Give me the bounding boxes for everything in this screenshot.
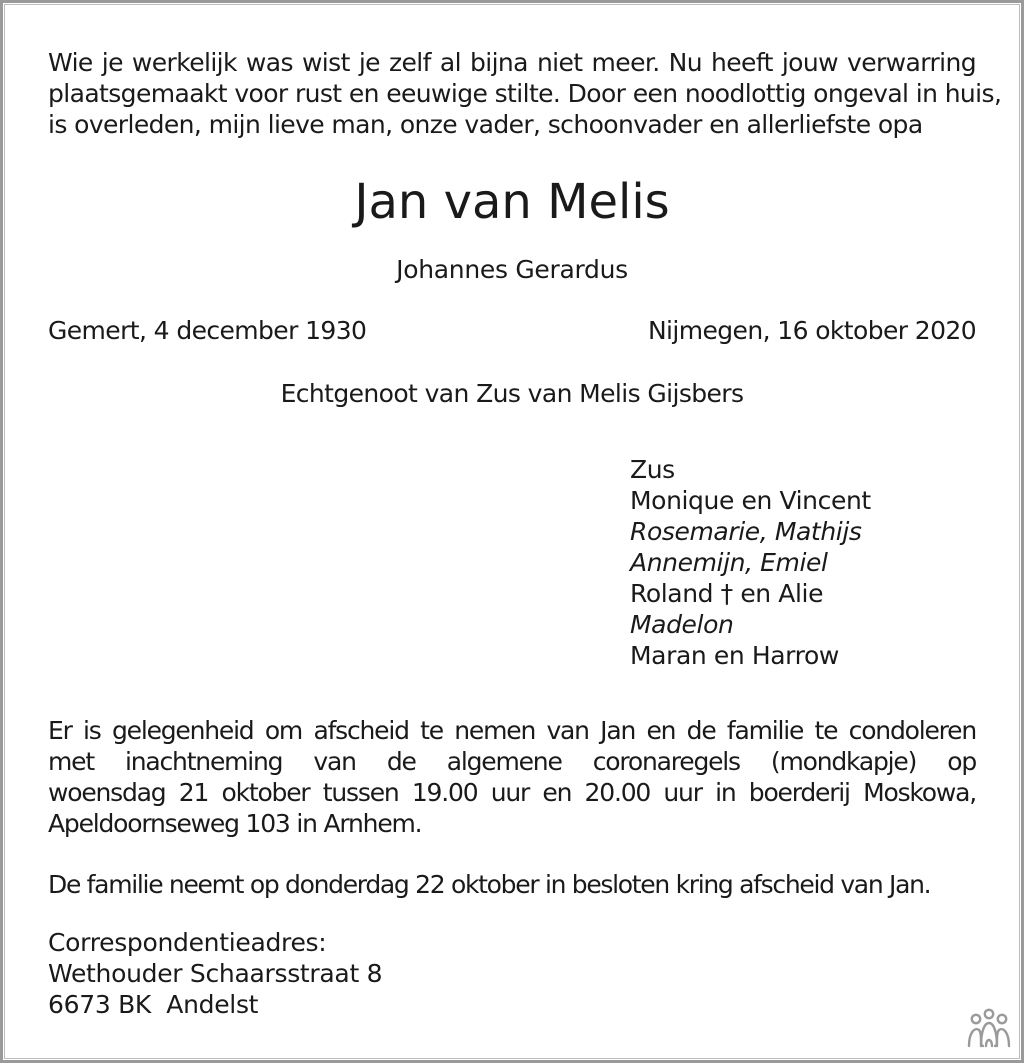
address-label: Correspondentieadres: (48, 928, 327, 957)
intro-poem (48, 47, 1002, 140)
death-place-date: Nijmegen, 16 oktober 2020 (647, 316, 976, 345)
family-member: Annemijn, Emiel (630, 548, 828, 577)
visitation-info (48, 715, 976, 839)
family-member: Madelon (630, 610, 734, 639)
family-member: Monique en Vincent (630, 486, 871, 515)
address-street: Wethouder Schaarsstraat 8 (48, 959, 383, 988)
family-member: Maran en Harrow (630, 641, 839, 670)
private-farewell: De familie neemt op donderdag 22 oktober in besloten kring afscheid van Jan. (48, 870, 931, 899)
family-member: Roland † en Alie (630, 579, 824, 608)
family-member: Rosemarie, Mathijs (630, 517, 862, 546)
family-member: Zus (630, 455, 675, 484)
intro-line: plaatsgemaakt voor rust en eeuwige stilte. Door een noodlottig ongeval in huis, (48, 79, 1002, 108)
intro-line: Wie je werkelijk was wist je zelf al bijna niet meer. Nu heeft jouw verwarring (48, 48, 976, 77)
intro-line: is overleden, mijn lieve man, onze vader, schoonvader en allerliefste opa (48, 110, 923, 139)
visitation-line: met inachtneming van de algemene coronaregels (mondkapje) op (48, 747, 976, 776)
address-city: 6673 BK Andelst (48, 990, 259, 1019)
spouse-line: Echtgenoot van Zus van Melis Gijsbers (280, 379, 744, 408)
birth-place-date: Gemert, 4 december 1930 (48, 316, 367, 345)
given-names: Johannes Gerardus (396, 255, 628, 284)
visitation-line: Er is gelegenheid om afscheid te nemen van Jan en de familie te condoleren (48, 716, 976, 745)
family-list (630, 454, 871, 671)
correspondence-address (48, 927, 382, 1020)
visitation-line: woensdag 21 oktober tussen 19.00 uur en 20.00 uur in boerderij Moskowa, (48, 778, 976, 807)
deceased-name: Jan van Melis (354, 174, 670, 230)
visitation-line: Apeldoornseweg 103 in Arnhem. (48, 809, 422, 838)
people-group-icon (966, 1008, 1012, 1048)
